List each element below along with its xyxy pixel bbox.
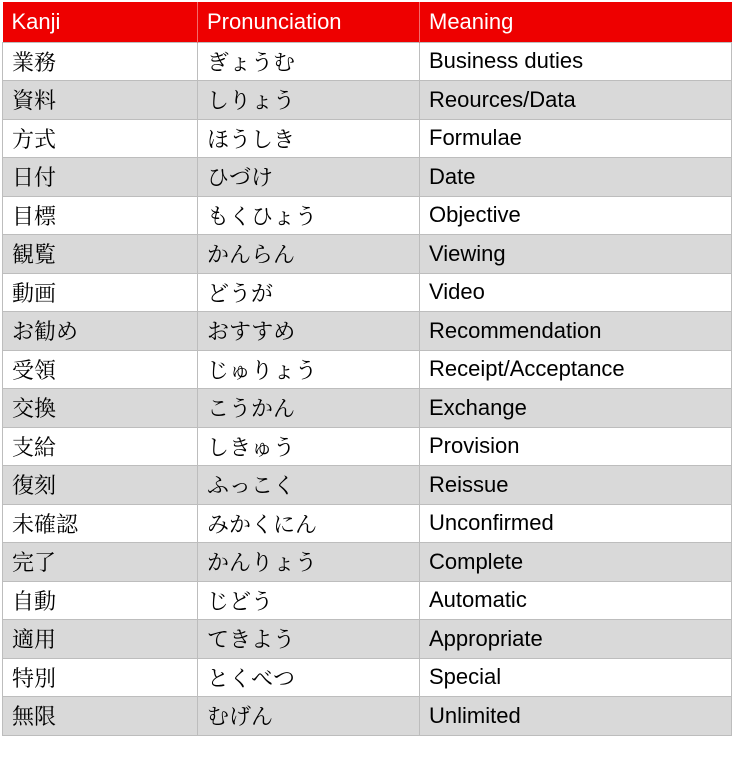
cell-pronunciation[interactable]: しりょう <box>198 81 420 120</box>
table-row <box>3 273 732 312</box>
table-row <box>3 466 732 505</box>
cell-meaning[interactable]: Reources/Data <box>420 81 732 120</box>
cell-pronunciation[interactable]: じどう <box>198 581 420 620</box>
table-row <box>3 312 732 351</box>
table-row <box>3 427 732 466</box>
cell-kanji[interactable]: 観覧 <box>3 235 198 274</box>
cell-meaning[interactable]: Automatic <box>420 581 732 620</box>
cell-meaning[interactable]: Business duties <box>420 42 732 81</box>
table-row <box>3 196 732 235</box>
table-row <box>3 119 732 158</box>
column-header-pronunciation[interactable]: Pronunciation <box>198 2 420 42</box>
table-row <box>3 620 732 659</box>
table-row <box>3 235 732 274</box>
table-row <box>3 504 732 543</box>
vocabulary-table <box>2 2 732 736</box>
cell-kanji[interactable]: 適用 <box>3 620 198 659</box>
cell-kanji[interactable]: 無限 <box>3 697 198 736</box>
cell-pronunciation[interactable]: おすすめ <box>198 312 420 351</box>
cell-kanji[interactable]: 目標 <box>3 196 198 235</box>
cell-pronunciation[interactable]: かんらん <box>198 235 420 274</box>
cell-kanji[interactable]: 特別 <box>3 658 198 697</box>
cell-kanji[interactable]: 完了 <box>3 543 198 582</box>
table-row <box>3 158 732 197</box>
header-row <box>3 2 732 42</box>
cell-pronunciation[interactable]: ぎょうむ <box>198 42 420 81</box>
table-body <box>3 42 732 735</box>
cell-kanji[interactable]: 方式 <box>3 119 198 158</box>
cell-kanji[interactable]: お勧め <box>3 312 198 351</box>
cell-pronunciation[interactable]: みかくにん <box>198 504 420 543</box>
cell-meaning[interactable]: Special <box>420 658 732 697</box>
cell-pronunciation[interactable]: ひづけ <box>198 158 420 197</box>
table-row <box>3 389 732 428</box>
cell-meaning[interactable]: Viewing <box>420 235 732 274</box>
cell-meaning[interactable]: Date <box>420 158 732 197</box>
cell-pronunciation[interactable]: ほうしき <box>198 119 420 158</box>
cell-meaning[interactable]: Unlimited <box>420 697 732 736</box>
cell-meaning[interactable]: Receipt/Acceptance <box>420 350 732 389</box>
vocabulary-sheet <box>2 2 731 736</box>
cell-kanji[interactable]: 交換 <box>3 389 198 428</box>
cell-meaning[interactable]: Formulae <box>420 119 732 158</box>
table-header <box>3 2 732 42</box>
table-row <box>3 350 732 389</box>
cell-pronunciation[interactable]: もくひょう <box>198 196 420 235</box>
cell-kanji[interactable]: 受領 <box>3 350 198 389</box>
table-row <box>3 543 732 582</box>
cell-kanji[interactable]: 復刻 <box>3 466 198 505</box>
cell-pronunciation[interactable]: こうかん <box>198 389 420 428</box>
cell-pronunciation[interactable]: どうが <box>198 273 420 312</box>
table-row <box>3 697 732 736</box>
table-row <box>3 81 732 120</box>
table-row <box>3 658 732 697</box>
cell-pronunciation[interactable]: しきゅう <box>198 427 420 466</box>
cell-meaning[interactable]: Recommendation <box>420 312 732 351</box>
column-header-kanji[interactable]: Kanji <box>3 2 198 42</box>
table-row <box>3 581 732 620</box>
cell-meaning[interactable]: Objective <box>420 196 732 235</box>
column-header-meaning[interactable]: Meaning <box>420 2 732 42</box>
cell-meaning[interactable]: Provision <box>420 427 732 466</box>
cell-kanji[interactable]: 自動 <box>3 581 198 620</box>
cell-pronunciation[interactable]: じゅりょう <box>198 350 420 389</box>
cell-kanji[interactable]: 未確認 <box>3 504 198 543</box>
cell-kanji[interactable]: 日付 <box>3 158 198 197</box>
cell-pronunciation[interactable]: ふっこく <box>198 466 420 505</box>
cell-kanji[interactable]: 資料 <box>3 81 198 120</box>
cell-pronunciation[interactable]: とくべつ <box>198 658 420 697</box>
cell-pronunciation[interactable]: かんりょう <box>198 543 420 582</box>
cell-meaning[interactable]: Unconfirmed <box>420 504 732 543</box>
cell-meaning[interactable]: Video <box>420 273 732 312</box>
table-row <box>3 42 732 81</box>
cell-pronunciation[interactable]: むげん <box>198 697 420 736</box>
cell-meaning[interactable]: Reissue <box>420 466 732 505</box>
cell-meaning[interactable]: Appropriate <box>420 620 732 659</box>
cell-meaning[interactable]: Exchange <box>420 389 732 428</box>
cell-kanji[interactable]: 業務 <box>3 42 198 81</box>
cell-kanji[interactable]: 動画 <box>3 273 198 312</box>
cell-kanji[interactable]: 支給 <box>3 427 198 466</box>
cell-meaning[interactable]: Complete <box>420 543 732 582</box>
cell-pronunciation[interactable]: てきよう <box>198 620 420 659</box>
